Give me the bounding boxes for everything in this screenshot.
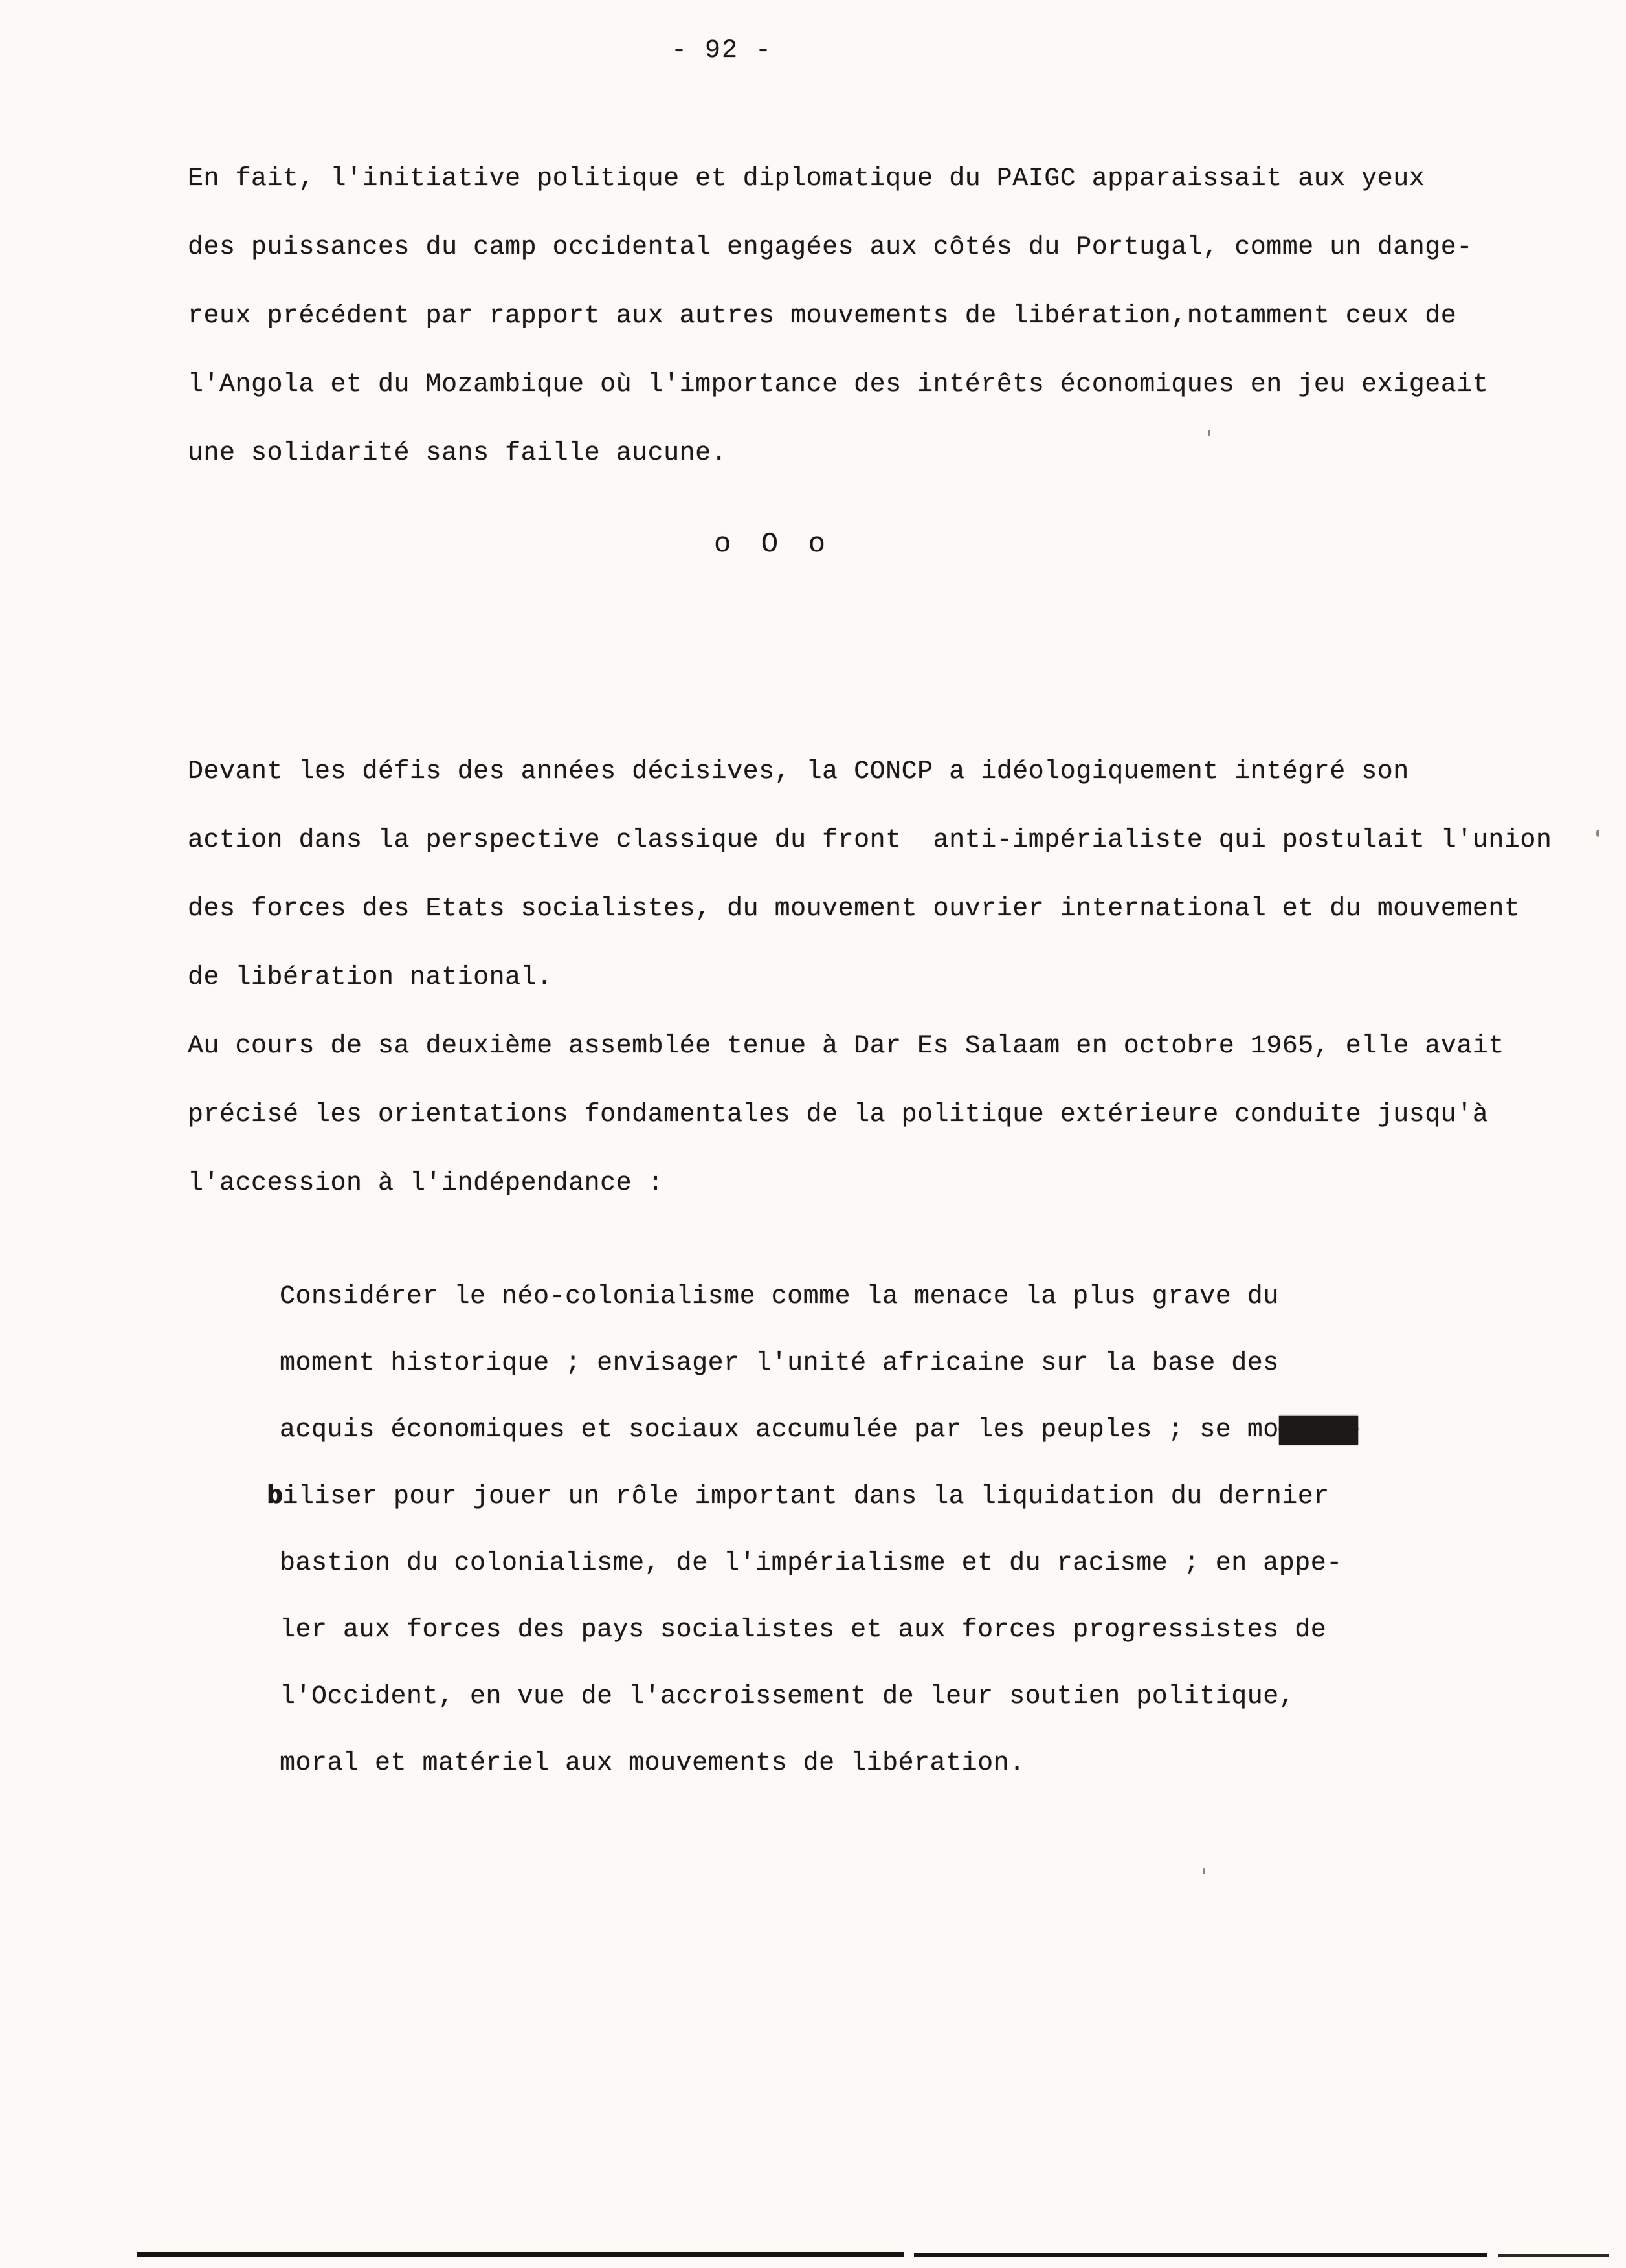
text-line-with-strikeout	[280, 1397, 1358, 1463]
text-line: l'Occident, en vue de l'accroissement de leur soutien politique,	[280, 1682, 1295, 1711]
text-line: des forces des Etats socialistes, du mouvement ouvrier international et du mouvement	[188, 895, 1520, 924]
text-line: des puissances du camp occidental engagées aux côtés du Portugal, comme un dange-	[188, 233, 1473, 262]
text-line: action dans la perspective classique du front anti-impérialiste qui postulait l'union	[188, 826, 1552, 855]
text-line: l'accession à l'indépendance :	[188, 1169, 664, 1198]
text-line: Devant les défis des années décisives, la CONCP a idéologiquement intégré son	[188, 757, 1409, 786]
text-line: moral et matériel aux mouvements de libération.	[280, 1749, 1025, 1778]
overtyped-char: b	[267, 1482, 283, 1511]
text-line: reux précédent par rapport aux autres mouvements de libération,notamment ceux de	[188, 302, 1457, 331]
text-line: ler aux forces des pays socialistes et aux forces progressistes de	[280, 1616, 1327, 1645]
text-line: l'Angola et du Mozambique où l'importance des intérêts économiques en jeu exigeait	[188, 370, 1489, 399]
scan-speck	[1208, 430, 1210, 436]
paragraph-2	[188, 738, 1552, 1218]
text-line: En fait, l'initiative politique et diplomatique du PAIGC apparaissait aux yeux	[188, 164, 1425, 194]
text-line: une solidarité sans faille aucune.	[188, 439, 728, 468]
text-line: précisé les orientations fondamentales de la politique extérieure conduite jusqu'à	[188, 1100, 1489, 1129]
text-line: Au cours de sa deuxième assemblée tenue à Dar Es Salaam en octobre 1965, elle avait	[188, 1032, 1504, 1061]
quote-lines-before	[280, 1263, 1358, 1397]
quote-lines-after	[280, 1530, 1358, 1797]
text-line: Considérer le néo-colonialisme comme la menace la plus grave du	[280, 1282, 1279, 1311]
strike-line-prefix: acquis économiques et sociaux accumulée par les peuples ; se mo	[280, 1416, 1279, 1445]
text-line: bastion du colonialisme, de l'impérialisme et du racisme ; en appe-	[280, 1549, 1342, 1578]
text-line: moment historique ; envisager l'unité africaine sur la base des	[280, 1349, 1279, 1378]
section-separator: o O o	[713, 528, 827, 561]
scan-artifact-line	[137, 2252, 904, 2257]
scan-artifact-line	[914, 2253, 1487, 2257]
paragraph-1	[188, 145, 1488, 488]
scan-speck	[1203, 1868, 1205, 1874]
page-number: - 92 -	[671, 36, 773, 65]
overstrike-line-rest: iliser pour jouer un rôle important dans la liquidation du dernier	[282, 1482, 1330, 1511]
quote-block	[267, 1263, 1359, 1797]
text-line: de libération national.	[188, 963, 553, 992]
scan-speck	[1596, 830, 1599, 837]
scan-artifact-line	[1498, 2254, 1609, 2257]
struck-out-text: nopo-	[1278, 1416, 1359, 1445]
text-line-with-overstrike	[267, 1463, 1358, 1530]
